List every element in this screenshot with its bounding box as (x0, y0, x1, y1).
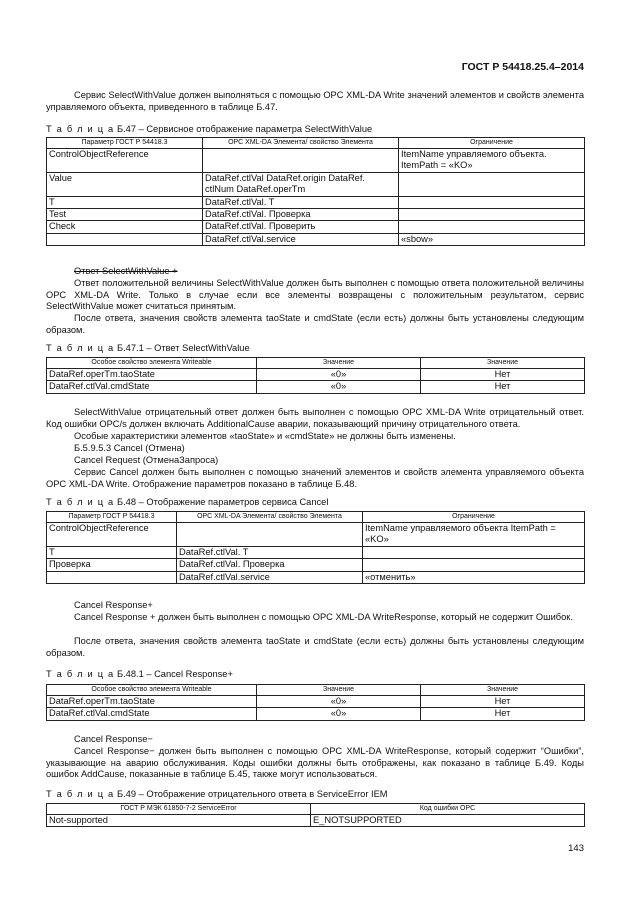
table-cell (363, 559, 585, 571)
table-row (47, 571, 585, 583)
table-row (47, 559, 585, 571)
table-cell: DataRef.ctlVal.service (177, 571, 363, 583)
table-cell: ItemName управляемого объекта. ItemPath = «KO» (399, 149, 585, 173)
caption-text: Б.48 – Отображение параметров сервиса Cancel (114, 497, 329, 507)
caption-prefix: Т а б л и ц а (46, 497, 115, 507)
table-header-cell: OPC XML-DA Элемента/ свойство Элемента (177, 512, 363, 523)
paragraph: После ответа, значения свойств элемента taoState и cmdState (если есть) должны быть установлены следующим образом. (46, 313, 584, 335)
table-caption (46, 124, 372, 136)
paragraph: Сервис Cancel должен быть выполнен с помощью значений элементов и свойств элемента управляемого объекта OPC XML-DA Write. Отображение параметров показано в таблице Б.48. (46, 467, 584, 489)
table-row (47, 523, 585, 547)
table-cell: «0» (257, 708, 421, 720)
table-cell: «sbow» (399, 233, 585, 245)
caption-prefix: Т а б л и ц а (46, 789, 115, 799)
table-cell: ControlObjectReference (47, 523, 177, 547)
table-cell: Нет (421, 369, 585, 381)
paragraph: Cancel Response− (74, 734, 153, 744)
table-cell: Нет (421, 708, 585, 720)
paragraph: Cancel Request (ОтменаЗапроса) (74, 455, 219, 465)
table-cell: DataRef.operTm.taoState (47, 696, 257, 708)
table-cell (399, 172, 585, 196)
table-cell: DataRef.ctlVal.service (203, 233, 399, 245)
paragraph: После ответа, значения свойств элемента taoState и cmdState (если есть) должны быть установлены следующим образом. (46, 636, 584, 658)
table-cell: Test (47, 209, 203, 221)
table-cell: Нет (421, 696, 585, 708)
section-heading: Б.5.9.5.3 Cancel (Отмена) (74, 443, 185, 453)
table-cell (399, 221, 585, 233)
table-header-cell: Значение (257, 358, 421, 369)
table-cell: T (47, 546, 177, 558)
table-cell: Нет (421, 381, 585, 393)
table-b47-1 (46, 357, 585, 394)
table-cell: ControlObjectReference (47, 149, 203, 173)
paragraph: Cancel Response + должен быть выполнен с помощью OPC XML-DA WriteResponse, который не содержит Ошибок. (74, 612, 573, 622)
table-header-cell: Ограничение (399, 138, 585, 149)
paragraph: Сервис SelectWithValue должен выполняться с помощью OPC XML-DA Write значений элементов и свойств элемента управляемого объекта, приведенного в таблице Б.47. (46, 90, 584, 112)
table-row (47, 381, 585, 393)
table-cell: DataRef.ctlVal. Проверка (177, 559, 363, 571)
table-cell (399, 209, 585, 221)
table-cell: DataRef.ctlVal. Проверка (203, 209, 399, 221)
table-cell: DataRef.ctlVal. Проверить (203, 221, 399, 233)
table-b48-1 (46, 684, 585, 721)
table-row (47, 209, 585, 221)
page-number: 143 (568, 843, 584, 854)
table-row (47, 149, 585, 173)
table-header-cell: OPC XML-DA Элемента/ свойство Элемента (203, 138, 399, 149)
caption-text: Б.48.1 – Cancel Response+ (114, 669, 233, 679)
table-caption (46, 789, 388, 801)
table-header-cell: Ограничение (363, 512, 585, 523)
table-cell (47, 571, 177, 583)
table-header-cell: Особое свойство элемента Writeable (47, 685, 257, 696)
table-b48 (46, 511, 585, 584)
table-caption (46, 343, 250, 355)
table-header-cell: Значение (421, 685, 585, 696)
caption-prefix: Т а б л и ц а (46, 669, 115, 679)
table-header-cell: Параметр ГОСТ Р 54418.3 (47, 512, 177, 523)
paragraph (46, 266, 584, 278)
table-cell: Not-supported (47, 815, 311, 827)
paragraph: Cancel Response+ (74, 600, 153, 610)
table-cell (363, 546, 585, 558)
table-cell: T (47, 196, 203, 208)
table-header-cell: Параметр ГОСТ Р 54418.3 (47, 138, 203, 149)
table-row (47, 546, 585, 558)
paragraph: SelectWithValue отрицательный ответ должен быть выполнен с помощью OPC XML-DA Write отрицательный ответ. Код ошибки OPC/s должен включать AdditionalCause аварии, показывающий причину отрицательного ответа. (46, 407, 584, 429)
table-row (47, 221, 585, 233)
table-row (47, 233, 585, 245)
table-header-cell: Значение (421, 358, 585, 369)
table-cell: DataRef.ctlVal DataRef.origin DataRef. ctlNum DataRef.operTm (203, 172, 399, 196)
table-row (47, 172, 585, 196)
paragraph: Cancel Response− должен быть выполнен с помощью OPC XML-DA WriteResponse, который содержит “Ошибки”, указывающие на аварию обслуживания. Коды ошибки должны быть отображены, как показано в таблице Б.49. Коды ошибок AddCause, показанные в таблице Б.45, также могут использоваться. (46, 746, 584, 780)
table-cell: Value (47, 172, 203, 196)
table-row (47, 696, 585, 708)
table-row (47, 369, 585, 381)
table-row (47, 815, 585, 827)
paragraph: Особые характеристики элементов «taoState» и «cmdState» не должны быть изменены. (74, 431, 456, 441)
table-cell: ItemName управляемого объекта ItemPath = «KO» (363, 523, 585, 547)
struck-text: Ответ SelectWithValue + (74, 266, 178, 276)
table-cell: DataRef.ctlVal.cmdState (47, 381, 257, 393)
table-cell: «0» (257, 381, 421, 393)
table-cell: «0» (257, 369, 421, 381)
table-cell: Check (47, 221, 203, 233)
table-cell: DataRef.operTm.taoState (47, 369, 257, 381)
table-row (47, 708, 585, 720)
document-header: ГОСТ Р 54418.25.4–2014 (461, 61, 584, 73)
table-header-cell: Значение (257, 685, 421, 696)
table-cell: «отменить» (363, 571, 585, 583)
table-b47 (46, 137, 585, 246)
caption-text: Б.49 – Отображение отрицательного ответа в ServiceError IEM (114, 789, 388, 799)
table-cell: DataRef.ctlVal. T (203, 196, 399, 208)
table-cell: E_NOTSUPPORTED (311, 815, 585, 827)
table-caption (46, 497, 328, 509)
table-cell: DataRef.ctlVal.cmdState (47, 708, 257, 720)
table-header-cell: Особое свойство элемента Writeable (47, 358, 257, 369)
table-header-cell: ГОСТ Р МЭК 61850-7-2 ServiceError (47, 804, 311, 815)
table-cell (177, 523, 363, 547)
table-row (47, 196, 585, 208)
table-cell: «0» (257, 696, 421, 708)
table-caption (46, 669, 233, 681)
table-cell: Проверка (47, 559, 177, 571)
table-cell (47, 233, 203, 245)
table-b49 (46, 803, 585, 827)
caption-text: Б.47.1 – Ответ SelectWithValue (114, 343, 250, 353)
caption-prefix: Т а б л и ц а (46, 343, 115, 353)
caption-text: Б.47 – Сервисное отображение параметра SelectWithValue (114, 124, 373, 134)
table-header-cell: Код ошибки OPC (311, 804, 585, 815)
table-cell (203, 149, 399, 173)
table-cell (399, 196, 585, 208)
table-cell: DataRef.ctlVal. T (177, 546, 363, 558)
caption-prefix: Т а б л и ц а (46, 124, 115, 134)
paragraph: Ответ положительной величины SelectWithValue должен быть выполнен с помощью ответа положительной величины OPC XML-DA Write. Только в случае если все элементы возвращены с положительным результатом, сервис SelectWithValue может считаться принятым. (46, 278, 584, 312)
